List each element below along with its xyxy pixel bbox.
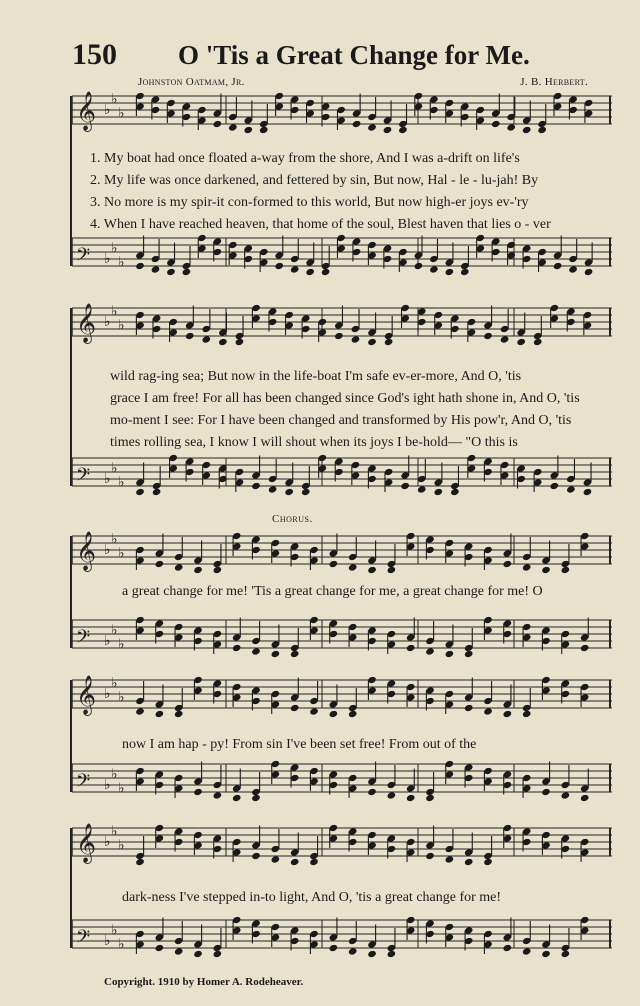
note-head — [561, 950, 571, 958]
note-head — [367, 338, 377, 346]
composer-credit: J. B. Herbert. — [520, 76, 588, 88]
note-head — [522, 563, 532, 571]
bass-clef-icon: 𝄢 — [76, 627, 91, 652]
note-head — [290, 704, 300, 712]
flat-icon: ♭ — [118, 254, 125, 271]
note-head — [434, 488, 444, 496]
note-head — [213, 791, 223, 799]
note-head — [500, 335, 510, 343]
note-head — [174, 563, 184, 571]
note-head — [284, 488, 294, 496]
note-head — [417, 485, 427, 493]
note-head — [483, 332, 493, 340]
note-head — [185, 332, 195, 340]
note-head — [503, 710, 513, 718]
note-head — [522, 126, 532, 134]
flat-icon: ♭ — [111, 823, 118, 840]
note-head — [445, 855, 455, 863]
note-head — [135, 488, 145, 496]
flat-icon: ♭ — [118, 105, 125, 122]
note-head — [274, 262, 284, 270]
note-head — [151, 265, 161, 273]
note-head — [464, 704, 474, 712]
note-head — [429, 265, 439, 273]
treble-clef-icon: 𝄞 — [76, 675, 97, 715]
flat-icon: ♭ — [104, 633, 111, 649]
copyright-notice: Copyright. 1910 by Homer A. Rodeheaver. — [104, 976, 304, 988]
note-head — [166, 268, 176, 276]
note-head — [348, 563, 358, 571]
chorus-label: Chorus. — [272, 513, 313, 525]
note-head — [367, 123, 377, 131]
note-head — [414, 262, 424, 270]
note-head — [232, 644, 242, 652]
note-head — [271, 855, 281, 863]
note-head — [580, 794, 590, 802]
flat-icon: ♭ — [118, 636, 125, 653]
note-head — [135, 858, 145, 866]
verse-line: mo-ment I see: For I have been changed and transformed by His pow'r, And O, 'tis — [110, 413, 572, 428]
note-head — [584, 268, 594, 276]
hymn-number: 150 — [72, 38, 117, 71]
note-head — [251, 647, 261, 655]
flat-icon: ♭ — [104, 834, 111, 850]
flat-icon: ♭ — [104, 314, 111, 330]
flat-icon: ♭ — [111, 240, 118, 257]
note-head — [348, 710, 358, 718]
bass-clef-icon: 𝄢 — [76, 927, 91, 952]
note-head — [329, 710, 339, 718]
note-head — [218, 338, 228, 346]
note-head — [537, 126, 547, 134]
note-head — [174, 710, 184, 718]
system-4 — [70, 672, 614, 812]
flat-icon: ♭ — [111, 675, 118, 692]
note-head — [580, 644, 590, 652]
note-head — [290, 650, 300, 658]
note-head — [566, 485, 576, 493]
note-head — [425, 794, 435, 802]
flat-icon: ♭ — [104, 251, 111, 267]
chorus-lyric-line: dark-ness I've stepped in-to light, And O, 'tis a great change for me! — [122, 890, 502, 905]
note-head — [406, 644, 416, 652]
note-head — [387, 950, 397, 958]
note-head — [483, 858, 493, 866]
note-head — [384, 338, 394, 346]
bass-clef-icon: 𝄢 — [76, 245, 91, 270]
flat-icon: ♭ — [111, 460, 118, 477]
note-head — [235, 338, 245, 346]
note-head — [367, 566, 377, 574]
author-credit: Johnston Oatmam, Jr. — [138, 76, 245, 88]
system-2 — [70, 298, 614, 513]
chorus-lyric-line: now I am hap - py! From sin I've been set free! From out of the — [122, 737, 477, 752]
note-head — [541, 566, 551, 574]
note-head — [271, 650, 281, 658]
note-head — [445, 268, 455, 276]
note-head — [290, 858, 300, 866]
flat-icon: ♭ — [111, 531, 118, 548]
treble-clef-icon: 𝄞 — [76, 91, 97, 131]
note-head — [383, 126, 393, 134]
note-head — [367, 788, 377, 796]
note-head — [464, 858, 474, 866]
note-head — [193, 950, 203, 958]
note-head — [135, 262, 145, 270]
note-head — [516, 338, 526, 346]
note-head — [202, 335, 212, 343]
flat-icon: ♭ — [111, 91, 118, 108]
note-head — [561, 566, 571, 574]
verse-line: 2. My life was once darkened, and fettered by sin, But now, Hal - le - lu-jah! By — [90, 173, 539, 188]
verse-lyrics — [90, 148, 614, 236]
verse-line: 4. When I have reached heaven, that home of the soul, Blest haven that lies o - ver — [90, 217, 551, 232]
note-head — [406, 794, 416, 802]
note-head — [352, 120, 362, 128]
note-head — [367, 950, 377, 958]
note-head — [460, 268, 470, 276]
flat-icon: ♭ — [118, 317, 125, 334]
note-head — [541, 788, 551, 796]
note-head — [334, 332, 344, 340]
note-head — [228, 123, 238, 131]
bass-clef-icon: 𝄢 — [76, 771, 91, 796]
note-head — [329, 944, 339, 952]
note-head — [483, 707, 493, 715]
note-head — [251, 794, 261, 802]
flat-icon: ♭ — [118, 780, 125, 797]
note-head — [193, 566, 203, 574]
note-head — [155, 710, 165, 718]
note-head — [182, 268, 192, 276]
note-head — [445, 650, 455, 658]
note-head — [503, 560, 513, 568]
note-head — [251, 852, 261, 860]
note-head — [541, 950, 551, 958]
note-head — [553, 262, 563, 270]
note-head — [309, 858, 319, 866]
flat-icon: ♭ — [104, 686, 111, 702]
note-head — [290, 265, 300, 273]
note-head — [400, 482, 410, 490]
note-head — [398, 126, 408, 134]
chorus-lyric-line: a great change for me! 'Tis a great change for me, a great change for me! O — [122, 584, 543, 599]
note-head — [301, 488, 311, 496]
note-head — [321, 268, 331, 276]
note-head — [251, 482, 261, 490]
flat-icon: ♭ — [104, 471, 111, 487]
flat-icon: ♭ — [118, 545, 125, 562]
note-head — [533, 338, 543, 346]
system-5 — [70, 820, 614, 970]
note-head — [155, 944, 165, 952]
note-head — [351, 335, 361, 343]
note-head — [259, 126, 269, 134]
note-head — [213, 566, 223, 574]
flat-icon: ♭ — [111, 303, 118, 320]
note-head — [522, 710, 532, 718]
verse-line: 3. No more is my spir-it con-formed to this world, But now high-er joys ev-'ry — [90, 195, 529, 210]
flat-icon: ♭ — [104, 102, 111, 118]
note-head — [213, 120, 223, 128]
note-head — [425, 647, 435, 655]
note-head — [387, 566, 397, 574]
treble-clef-icon: 𝄞 — [76, 823, 97, 863]
note-head — [506, 123, 516, 131]
note-head — [348, 947, 358, 955]
note-head — [268, 485, 278, 493]
flat-icon: ♭ — [111, 766, 118, 783]
verse-line: grace I am free! For all has been changed since God's ight hath shone in, And O, 'tis — [110, 391, 580, 406]
hymn-title: O 'Tis a Great Change for Me. — [178, 40, 530, 70]
note-head — [450, 488, 460, 496]
system-1 — [70, 88, 614, 293]
flat-icon: ♭ — [111, 922, 118, 939]
note-head — [550, 482, 560, 490]
verse-line: wild rag-ing sea; But now in the life-boat I'm safe ev-er-more, And O, 'tis — [110, 369, 522, 384]
note-head — [155, 560, 165, 568]
note-head — [243, 126, 253, 134]
note-head — [522, 947, 532, 955]
treble-clef-icon: 𝄞 — [76, 531, 97, 571]
note-head — [387, 791, 397, 799]
flat-icon: ♭ — [104, 933, 111, 949]
flat-icon: ♭ — [118, 474, 125, 491]
note-head — [152, 488, 162, 496]
system-3 — [70, 528, 614, 668]
note-head — [425, 852, 435, 860]
note-head — [193, 788, 203, 796]
verse-line: times rolling sea, I know I will shout when its joys I be-hold— "O this is — [110, 435, 518, 450]
note-head — [309, 707, 319, 715]
bass-clef-icon: 𝄢 — [76, 465, 91, 490]
note-head — [174, 947, 184, 955]
verse-line: 1. My boat had once floated a-way from the shore, And I was a-drift on life's — [90, 151, 520, 166]
note-head — [503, 944, 513, 952]
note-head — [464, 650, 474, 658]
note-head — [305, 268, 315, 276]
flat-icon: ♭ — [104, 542, 111, 558]
note-head — [135, 707, 145, 715]
flat-icon: ♭ — [118, 837, 125, 854]
note-head — [491, 120, 501, 128]
note-head — [561, 791, 571, 799]
note-head — [329, 560, 339, 568]
flat-icon: ♭ — [118, 936, 125, 953]
note-head — [232, 794, 242, 802]
treble-clef-icon: 𝄞 — [76, 303, 97, 343]
verse-lyrics — [110, 366, 614, 454]
note-head — [583, 488, 593, 496]
note-head — [568, 265, 578, 273]
flat-icon: ♭ — [104, 777, 111, 793]
flat-icon: ♭ — [118, 689, 125, 706]
flat-icon: ♭ — [111, 622, 118, 639]
note-head — [213, 950, 223, 958]
